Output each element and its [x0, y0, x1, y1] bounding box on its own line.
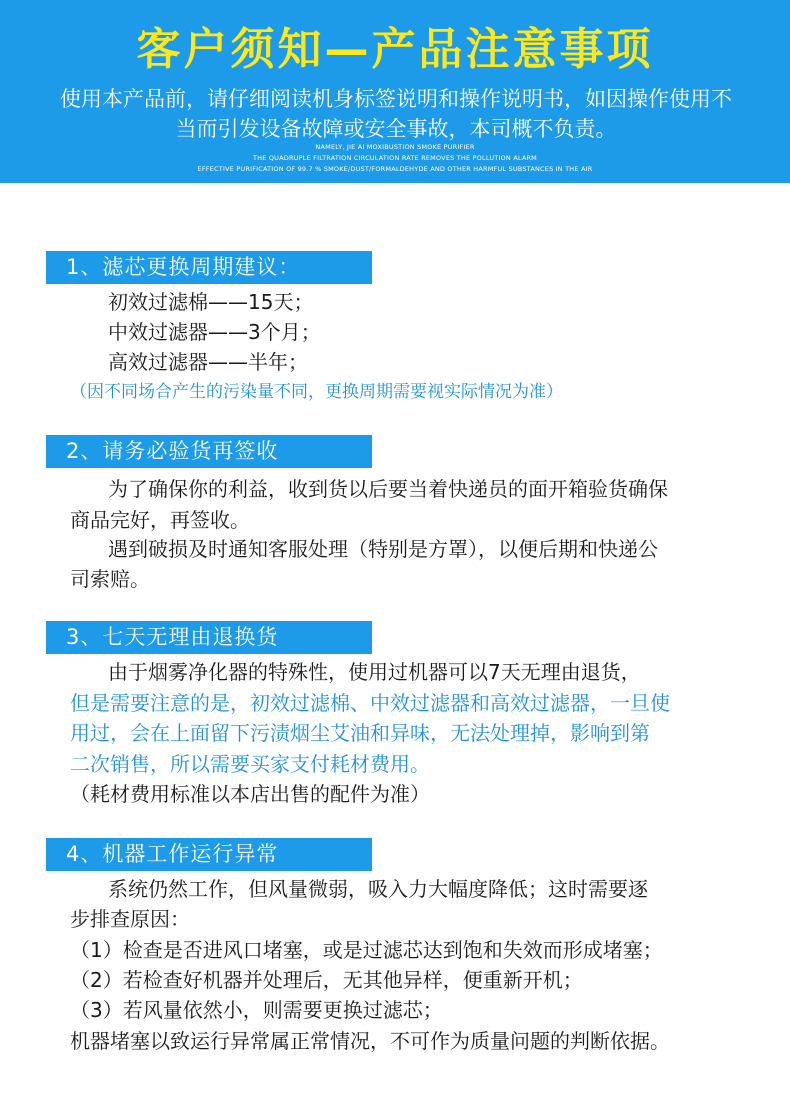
disclaimer-line-1: 使用本产品前，请仔细阅读机身标签说明和操作说明书，如因操作使用不 — [60, 87, 732, 111]
page-title: 客户须知—产品注意事项 — [136, 24, 654, 75]
section-4-line-4: （2）若检查好机器并处理后，无其他异样，便重新开机； — [70, 968, 583, 992]
section-1-heading-label: 1、滤芯更换周期建议： — [66, 255, 301, 279]
section-3-line-3: 用过，会在上面留下污渍烟尘艾油和异味，无法处理掉，影响到第 — [70, 721, 650, 745]
section-1-note: （因不同场合产生的污染量不同，更换周期需要视实际情况为准） — [70, 382, 563, 402]
section-1-line-2: 中效过滤器——3个月； — [108, 320, 321, 344]
english-caption-line-3: EFFECTIVE PURIFICATION OF 99.7 % SMOKE/DUST/FORMALDEHYDE AND OTHER HARMFUL SUBSTANCES IN THE AIR — [197, 165, 593, 173]
section-2-heading-label: 2、请务必验货再签收 — [66, 439, 279, 463]
section-4-heading-label: 4、机器工作运行异常 — [66, 842, 279, 866]
section-2-line-3: 遇到破损及时通知客服处理（特别是方罩），以便后期和快递公 — [108, 537, 658, 561]
section-3-line-1: 由于烟雾净化器的特殊性，使用过机器可以7天无理由退货， — [108, 660, 641, 684]
disclaimer-notice — [16, 84, 776, 144]
section-3-heading-label: 3、七天无理由退换货 — [66, 625, 279, 649]
section-4-line-6: 机器堵塞以致运行异常属正常情况，不可作为质量问题的判断依据。 — [70, 1029, 670, 1053]
section-2-line-4: 司索赔。 — [70, 567, 150, 591]
section-2-heading — [46, 435, 372, 468]
section-3-heading — [46, 621, 372, 654]
section-1-line-1: 初效过滤棉——15天； — [108, 290, 314, 314]
section-4-line-5: （3）若风量依然小，则需要更换过滤芯； — [70, 998, 443, 1022]
section-1-line-3: 高效过滤器——半年； — [108, 350, 308, 374]
section-3-line-5: （耗材费用标准以本店出售的配件为准） — [70, 782, 430, 806]
english-caption-line-1: NAMELY, JIE AI MOXIBUSTION SMOKE PURIFIER — [315, 143, 475, 151]
section-4-line-3: （1）检查是否进风口堵塞，或是过滤芯达到饱和失效而形成堵塞； — [70, 938, 663, 962]
section-1-heading — [46, 251, 372, 284]
section-3-line-2: 但是需要注意的是，初效过滤棉、中效过滤器和高效过滤器，一旦使 — [70, 691, 670, 715]
section-4-heading — [46, 838, 372, 871]
section-3-line-4: 二次销售，所以需要买家支付耗材费用。 — [70, 752, 430, 776]
section-4-line-1: 系统仍然工作，但风量微弱，吸入力大幅度降低；这时需要逐 — [108, 877, 648, 901]
english-caption-line-2: THE QUADRUPLE FILTRATION CIRCULATION RATE REMOVES THE POLLUTION ALARM — [253, 154, 537, 162]
section-2-line-2: 商品完好，再签收。 — [70, 508, 250, 532]
section-4-line-2: 步排查原因： — [70, 907, 190, 931]
disclaimer-line-2: 当而引发设备故障或安全事故，本司概不负责。 — [175, 117, 617, 141]
header-banner — [0, 0, 790, 183]
section-2-line-1: 为了确保你的利益，收到货以后要当着快递员的面开箱验货确保 — [108, 477, 668, 501]
